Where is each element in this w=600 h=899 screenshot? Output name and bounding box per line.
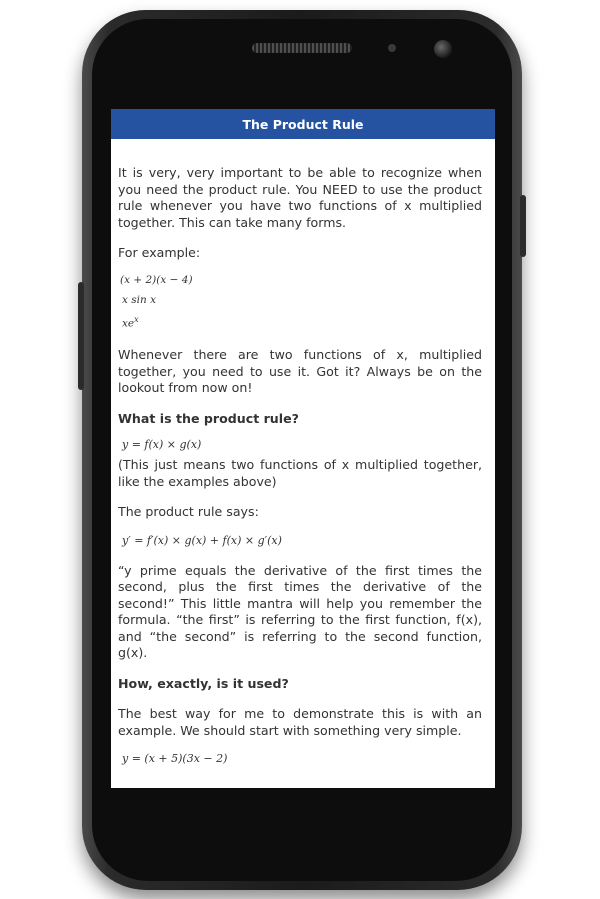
formula-example: y = (x + 5)(3x − 2) — [122, 752, 228, 765]
app-screen — [111, 109, 495, 788]
paragraph-intro: It is very, very important to be able to recognize when you need the product rule. You NEED to use the product rule whenever you have two functions of x multiplied together. This can take many forms. — [118, 165, 482, 230]
paragraph-for-example: For example: — [118, 245, 201, 260]
paragraph-mantra: “y prime equals the derivative of the first times the second, plus the first times the derivative of the second!” This little mantra will help you remember the formula. “the first” is referring to the first function, f(x), and “the second” is referring to the second function, g(x). — [118, 562, 482, 660]
proximity-sensor — [388, 44, 396, 52]
paragraph-whenever: Whenever there are two functions of x, multiplied together, you need to use it. Got it? Always be on the lookout from now on! — [118, 347, 482, 395]
example-3: $xe^x$ — [122, 314, 139, 329]
article-content[interactable] — [111, 139, 495, 769]
action-bar — [111, 109, 495, 139]
front-camera-icon — [434, 40, 452, 58]
example-1: (x + 2)(x − 4) — [120, 273, 193, 286]
formula-product: y = f(x) × g(x) — [122, 438, 202, 451]
page-title: The Product Rule — [242, 116, 364, 132]
volume-button[interactable] — [78, 282, 84, 390]
example-2: x sin x — [122, 293, 157, 306]
heading-what-is: What is the product rule? — [118, 410, 299, 426]
heading-how-used: How, exactly, is it used? — [118, 675, 289, 691]
earpiece-speaker — [252, 43, 352, 53]
paragraph-best-way: The best way for me to demonstrate this is with an example. We should start with something very simple. — [118, 706, 482, 738]
paragraph-rule-says: The product rule says: — [118, 504, 259, 519]
power-button[interactable] — [520, 195, 526, 257]
paragraph-explanation: (This just means two functions of x multiplied together, like the examples above) — [118, 457, 482, 489]
formula-derivative: y′ = f′(x) × g(x) + f(x) × g′(x) — [122, 533, 282, 547]
